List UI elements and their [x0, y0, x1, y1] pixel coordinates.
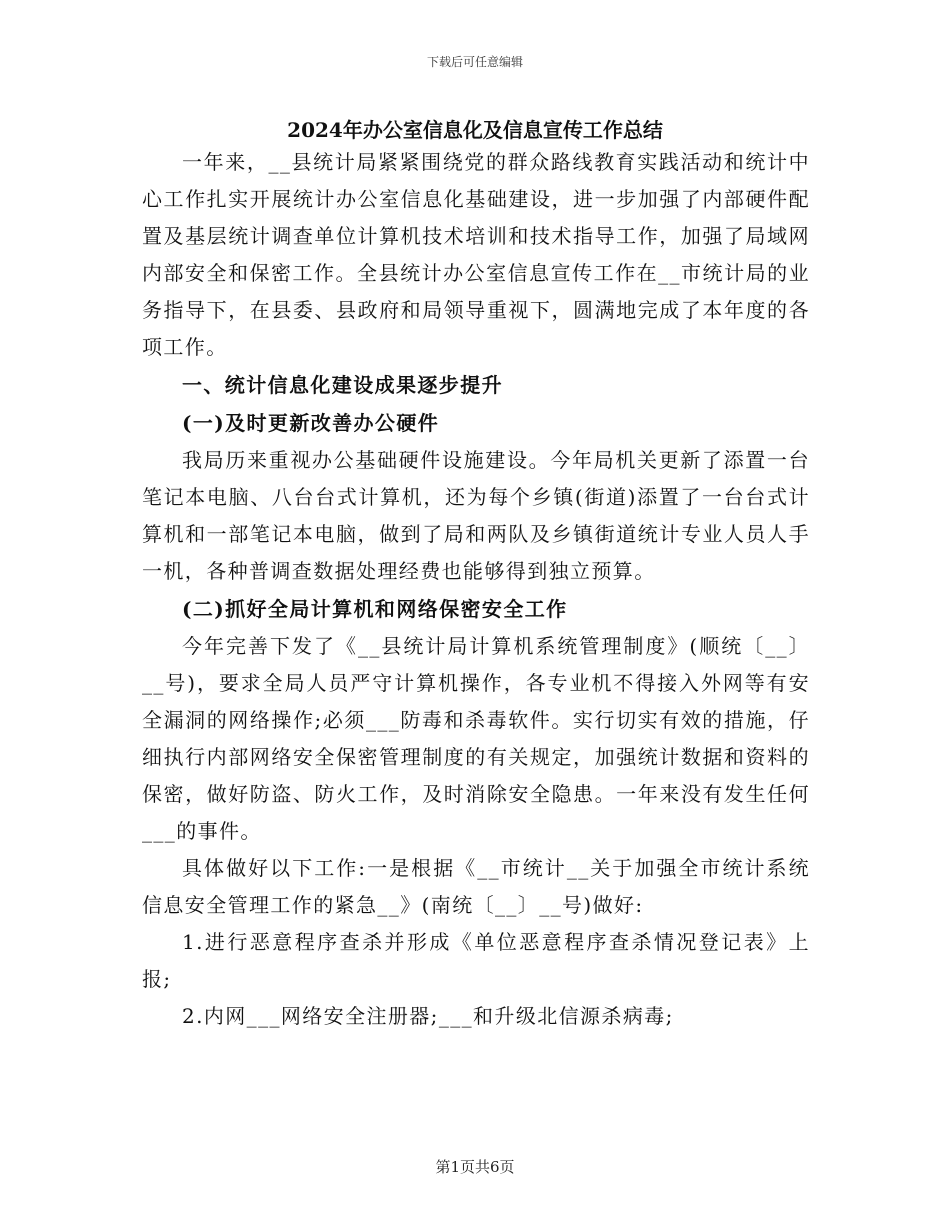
- page-number: 第1页共6页: [435, 1158, 515, 1176]
- tasks-paragraph: 具体做好以下工作:一是根据《__市统计__关于加强全市统计系统信息安全管理工作的紧急__》(南统〔__〕__号)做好:: [142, 856, 810, 917]
- document-body: [142, 144, 810, 1035]
- intro-paragraph: 一年来，__县统计局紧紧围绕党的群众路线教育实践活动和统计中心工作扎实开展统计办公室信息化基础建设，进一步加强了内部硬件配置及基层统计调查单位计算机技术培训和技术指导工作，加强了局域网内部安全和保密工作。全县统计办公室信息宣传工作在__市统计局的业务指导下，在县委、县政府和局领导重视下，圆满地完成了本年度的各项工作。: [142, 150, 810, 359]
- hardware-paragraph: 我局历来重视办公基础硬件设施建设。今年局机关更新了添置一台笔记本电脑、八台台式计算机，还为每个乡镇(街道)添置了一台台式计算机和一部笔记本电脑，做到了局和两队及乡镇街道统计专业人员人手一机，各种普调查数据处理经费也能够得到独立预算。: [142, 448, 810, 583]
- header-note: 下载后可任意编辑: [426, 55, 523, 69]
- security-paragraph: 今年完善下发了《__县统计局计算机系统管理制度》(顺统〔__〕__号)，要求全局人员严守计算机操作，各专业机不得接入外网等有安全漏洞的网络操作;必须___防毒和杀毒软件。实行切实有效的措施，仔细执行内部网络安全保密管理制度的有关规定，加强统计数据和资料的保密，做好防盗、防火工作，及时消除安全隐患。一年来没有发生任何___的事件。: [142, 634, 810, 843]
- subsection-heading-2: (二)抓好全局计算机和网络保密安全工作: [182, 597, 568, 621]
- list-item-2: 2.内网___网络安全注册器;___和升级北信源杀病毒;: [182, 1004, 674, 1028]
- section-heading-1: 一、统计信息化建设成果逐步提升: [182, 373, 503, 397]
- list-item-1: 1.进行恶意程序查杀并形成《单位恶意程序查杀情况登记表》上报;: [142, 930, 810, 991]
- document-title: 2024年办公室信息化及信息宣传工作总结: [287, 118, 663, 142]
- subsection-heading-1: (一)及时更新改善办公硬件: [182, 411, 440, 435]
